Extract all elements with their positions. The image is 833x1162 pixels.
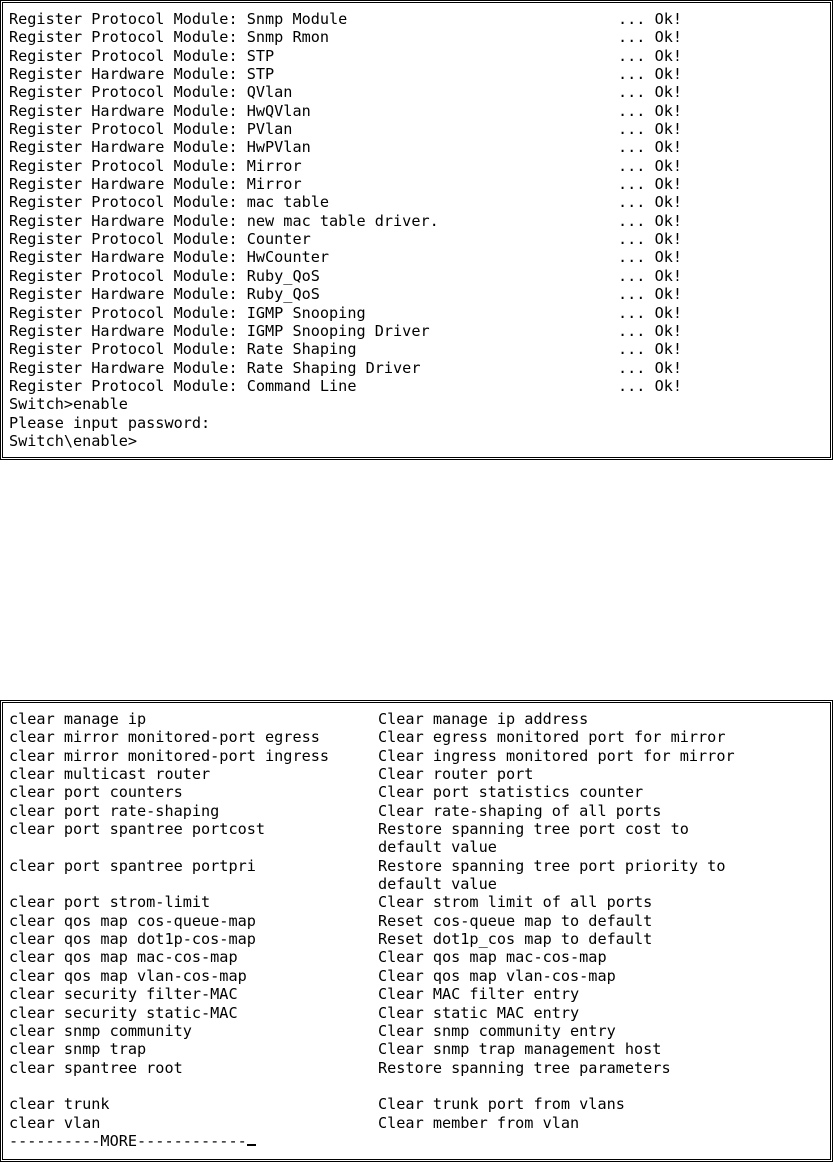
command-description: Clear port statistics counter	[378, 783, 644, 802]
command-description: Clear snmp trap management host	[378, 1040, 662, 1059]
log-message: Register Protocol Module: Mirror	[9, 156, 302, 175]
command-description: Clear trunk port from vlans	[378, 1095, 625, 1114]
command-name: clear port spantree portpri	[9, 856, 256, 875]
command-row	[9, 1004, 824, 1022]
log-line	[9, 267, 824, 285]
command-row	[9, 1114, 824, 1132]
command-description: default value	[378, 875, 497, 894]
command-description: Clear snmp community entry	[378, 1021, 616, 1040]
command-description: Reset cos-queue map to default	[378, 911, 653, 930]
log-status: ... Ok!	[618, 285, 683, 304]
log-message: Register Protocol Module: Snmp Module	[9, 10, 348, 28]
command-row	[9, 1040, 824, 1058]
log-line	[9, 138, 824, 156]
log-status: ... Ok!	[618, 321, 683, 340]
log-message: Register Protocol Module: Ruby_QoS	[9, 266, 320, 285]
command-name: clear mirror monitored-port egress	[9, 728, 320, 747]
command-name: clear qos map cos-queue-map	[9, 911, 256, 930]
log-line	[9, 83, 824, 101]
command-row	[9, 710, 824, 728]
log-message: Register Hardware Module: HwCounter	[9, 248, 330, 267]
log-status: ... Ok!	[618, 101, 683, 120]
log-line	[9, 212, 824, 230]
command-name: clear port strom-limit	[9, 893, 211, 912]
command-name: clear port counters	[9, 783, 183, 802]
command-description: Reset dot1p_cos map to default	[378, 930, 653, 949]
command-row	[9, 857, 824, 875]
command-description: Restore spanning tree port cost to	[378, 820, 689, 839]
command-description: Restore spanning tree port priority to	[378, 856, 726, 875]
log-line	[9, 193, 824, 211]
command-row	[9, 1077, 824, 1095]
enabled-prompt[interactable]: Switch\enable>	[9, 431, 138, 450]
command-description: Clear rate-shaping of all ports	[378, 801, 662, 820]
command-name: clear snmp trap	[9, 1040, 147, 1059]
log-line	[9, 322, 824, 340]
log-status: ... Ok!	[618, 248, 683, 267]
log-message: Register Hardware Module: Rate Shaping Driver	[9, 358, 421, 377]
boot-log-lines	[9, 10, 824, 395]
log-line	[9, 377, 824, 395]
log-line	[9, 28, 824, 46]
more-prompt: ----------MORE------------	[9, 1131, 247, 1150]
command-name: clear qos map vlan-cos-map	[9, 966, 247, 985]
command-description: Clear manage ip address	[378, 710, 589, 728]
log-status: ... Ok!	[618, 28, 683, 47]
log-status: ... Ok!	[618, 175, 683, 194]
command-description: default value	[378, 838, 497, 857]
enable-command-line: Switch>enable	[9, 395, 128, 414]
log-message: Register Hardware Module: new mac table driver.	[9, 211, 439, 230]
command-description: Clear qos map vlan-cos-map	[378, 966, 616, 985]
command-description: Clear static MAC entry	[378, 1003, 580, 1022]
log-message: Register Protocol Module: mac table	[9, 193, 330, 212]
log-line	[9, 175, 824, 193]
log-status: ... Ok!	[618, 230, 683, 249]
log-line	[9, 102, 824, 120]
log-status: ... Ok!	[618, 358, 683, 377]
log-message: Register Hardware Module: Ruby_QoS	[9, 285, 320, 304]
log-line	[9, 340, 824, 358]
command-name: clear snmp community	[9, 1021, 192, 1040]
command-help-list	[9, 710, 824, 1132]
log-status: ... Ok!	[618, 83, 683, 102]
log-line	[9, 304, 824, 322]
log-line	[9, 248, 824, 266]
command-row	[9, 1059, 824, 1077]
command-row	[9, 838, 824, 856]
log-status: ... Ok!	[618, 120, 683, 139]
log-status: ... Ok!	[618, 211, 683, 230]
command-row	[9, 985, 824, 1003]
log-status: ... Ok!	[618, 376, 683, 395]
command-name: clear qos map dot1p-cos-map	[9, 930, 256, 949]
command-name: clear spantree root	[9, 1058, 183, 1077]
boot-log-terminal[interactable]	[0, 0, 833, 460]
command-row	[9, 1095, 824, 1113]
command-row	[9, 747, 824, 765]
log-message: Register Hardware Module: IGMP Snooping Driver	[9, 321, 430, 340]
log-message: Register Protocol Module: QVlan	[9, 83, 293, 102]
command-description: Clear egress monitored port for mirror	[378, 728, 726, 747]
command-row	[9, 783, 824, 801]
log-status: ... Ok!	[618, 303, 683, 322]
log-message: Register Protocol Module: PVlan	[9, 120, 293, 139]
command-row	[9, 1022, 824, 1040]
command-name: clear vlan	[9, 1113, 101, 1132]
command-name: clear trunk	[9, 1095, 110, 1114]
password-prompt: Please input password:	[9, 413, 211, 432]
log-message: Register Protocol Module: STP	[9, 46, 275, 65]
log-message: Register Hardware Module: Mirror	[9, 175, 302, 194]
command-row	[9, 765, 824, 783]
command-name: clear security filter-MAC	[9, 985, 238, 1004]
command-description: Clear qos map mac-cos-map	[378, 948, 607, 967]
command-row	[9, 875, 824, 893]
command-description: Clear MAC filter entry	[378, 985, 580, 1004]
command-name: clear qos map mac-cos-map	[9, 948, 238, 967]
command-description: Clear router port	[378, 765, 534, 784]
command-row	[9, 893, 824, 911]
log-message: Register Protocol Module: IGMP Snooping	[9, 303, 366, 322]
command-row	[9, 930, 824, 948]
command-row	[9, 802, 824, 820]
text-cursor	[247, 1144, 256, 1146]
command-description: Restore spanning tree parameters	[378, 1058, 671, 1077]
log-status: ... Ok!	[618, 138, 683, 157]
command-description: Clear member from vlan	[378, 1113, 580, 1132]
log-line	[9, 230, 824, 248]
command-row	[9, 912, 824, 930]
log-status: ... Ok!	[618, 46, 683, 65]
command-help-terminal[interactable]	[0, 700, 833, 1162]
command-name: clear mirror monitored-port ingress	[9, 746, 330, 765]
more-prompt-line[interactable]	[9, 1132, 824, 1150]
command-row	[9, 820, 824, 838]
log-status: ... Ok!	[618, 266, 683, 285]
log-line	[9, 157, 824, 175]
log-status: ... Ok!	[618, 156, 683, 175]
log-message: Register Protocol Module: Counter	[9, 230, 311, 249]
log-message: Register Protocol Module: Command Line	[9, 376, 357, 395]
command-row	[9, 948, 824, 966]
log-status: ... Ok!	[618, 340, 683, 359]
log-message: Register Protocol Module: Snmp Rmon	[9, 28, 330, 47]
log-line	[9, 285, 824, 303]
log-line	[9, 120, 824, 138]
command-row	[9, 967, 824, 985]
command-name: clear security static-MAC	[9, 1003, 238, 1022]
log-line	[9, 359, 824, 377]
command-name: clear multicast router	[9, 765, 211, 784]
log-message: Register Hardware Module: HwQVlan	[9, 101, 311, 120]
log-line	[9, 47, 824, 65]
command-name: clear port spantree portcost	[9, 820, 266, 839]
log-line	[9, 65, 824, 83]
command-name: clear port rate-shaping	[9, 801, 220, 820]
log-line	[9, 10, 824, 28]
command-description: Clear ingress monitored port for mirror	[378, 746, 735, 765]
command-name: clear manage ip	[9, 710, 147, 728]
log-message: Register Protocol Module: Rate Shaping	[9, 340, 357, 359]
command-description: Clear strom limit of all ports	[378, 893, 653, 912]
command-row	[9, 728, 824, 746]
log-status: ... Ok!	[618, 10, 683, 28]
log-status: ... Ok!	[618, 193, 683, 212]
log-message: Register Hardware Module: STP	[9, 65, 275, 84]
log-message: Register Hardware Module: HwPVlan	[9, 138, 311, 157]
log-status: ... Ok!	[618, 65, 683, 84]
